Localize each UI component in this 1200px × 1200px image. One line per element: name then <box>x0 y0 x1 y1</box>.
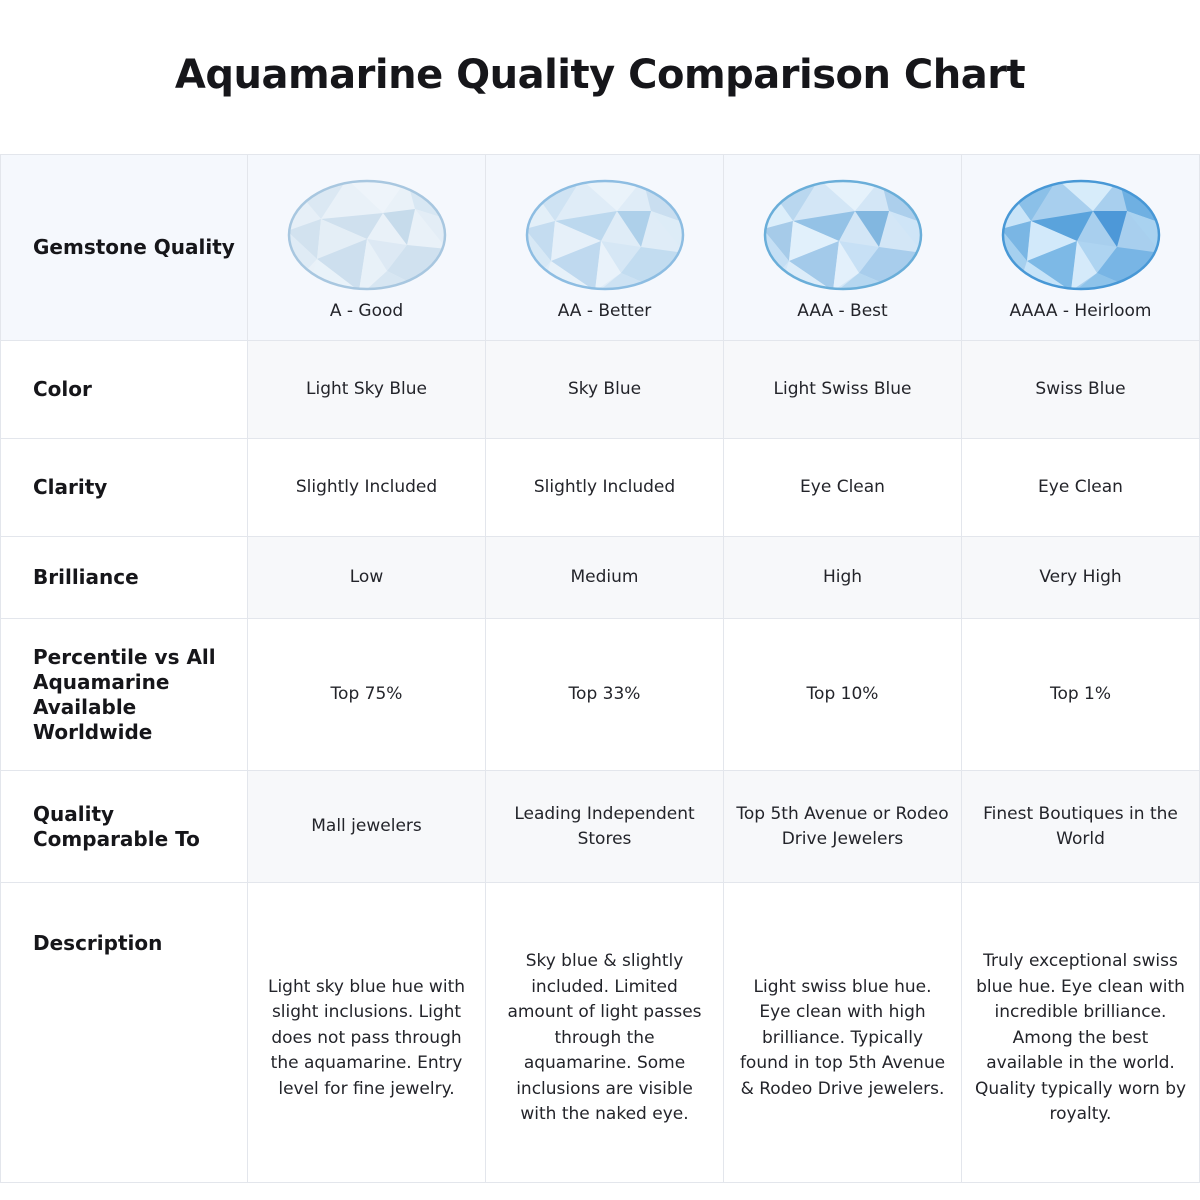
cell-color-a: Light Sky Blue <box>248 341 486 439</box>
cell-brilliance-a: Low <box>248 537 486 619</box>
table-row-comparable <box>1 771 1200 883</box>
table-row-color <box>1 341 1200 439</box>
table-row-percentile <box>1 619 1200 771</box>
cell-percentile-aaaa: Top 1% <box>962 619 1200 771</box>
gem-oval-aaaa-icon <box>1001 179 1161 291</box>
quality-comparison-table <box>0 154 1200 1183</box>
cell-clarity-aaa: Eye Clean <box>724 439 962 537</box>
cell-clarity-aa: Slightly Included <box>486 439 724 537</box>
cell-description-aa: Sky blue & slightly included. Limited amount of light passes through the aquamarine. Some inclusions are visible with the naked eye. <box>486 883 724 1183</box>
gem-oval-a-icon <box>287 179 447 291</box>
grade-label-aa: AA - Better <box>557 300 652 321</box>
page-title: Aquamarine Quality Comparison Chart <box>174 52 1026 98</box>
grade-label-aaaa: AAAA - Heirloom <box>1009 300 1152 321</box>
cell-comparable-aa: Leading Independent Stores <box>486 771 724 883</box>
cell-comparable-a: Mall jewelers <box>248 771 486 883</box>
cell-percentile-aaa: Top 10% <box>724 619 962 771</box>
cell-color-aaa: Light Swiss Blue <box>724 341 962 439</box>
cell-clarity-aaaa: Eye Clean <box>962 439 1200 537</box>
cell-percentile-a: Top 75% <box>248 619 486 771</box>
table-row-gemstone-quality <box>1 155 1200 341</box>
cell-comparable-aaa: Top 5th Avenue or Rodeo Drive Jewelers <box>724 771 962 883</box>
cell-clarity-a: Slightly Included <box>248 439 486 537</box>
grade-label-a: A - Good <box>329 300 404 321</box>
row-label-gemstone-quality: Gemstone Quality <box>1 155 248 341</box>
cell-description-a: Light sky blue hue with slight inclusions. Light does not pass through the aquamarine. Entry level for fine jewelry. <box>248 883 486 1183</box>
cell-brilliance-aaaa: Very High <box>962 537 1200 619</box>
cell-brilliance-aaa: High <box>724 537 962 619</box>
gem-oval-aa-icon <box>525 179 685 291</box>
gem-cell-aaaa <box>962 155 1200 341</box>
cell-description-aaaa: Truly exceptional swiss blue hue. Eye clean with incredible brilliance. Among the best available in the world. Quality typically worn by royalty. <box>962 883 1200 1183</box>
cell-brilliance-aa: Medium <box>486 537 724 619</box>
row-label-description: Description <box>1 883 248 1183</box>
row-label-percentile: Percentile vs All Aquamarine Available Worldwide <box>1 619 248 771</box>
cell-color-aaaa: Swiss Blue <box>962 341 1200 439</box>
table-row-clarity <box>1 439 1200 537</box>
gem-cell-aa <box>486 155 724 341</box>
gem-cell-aaa <box>724 155 962 341</box>
grade-label-aaa: AAA - Best <box>797 300 888 321</box>
gem-cell-a <box>248 155 486 341</box>
cell-percentile-aa: Top 33% <box>486 619 724 771</box>
row-label-clarity: Clarity <box>1 439 248 537</box>
table-row-description <box>1 883 1200 1183</box>
row-label-comparable: Quality Comparable To <box>1 771 248 883</box>
gem-oval-aaa-icon <box>763 179 923 291</box>
table-row-brilliance <box>1 537 1200 619</box>
cell-color-aa: Sky Blue <box>486 341 724 439</box>
cell-comparable-aaaa: Finest Boutiques in the World <box>962 771 1200 883</box>
cell-description-aaa: Light swiss blue hue. Eye clean with high brilliance. Typically found in top 5th Avenue & Rodeo Drive jewelers. <box>724 883 962 1183</box>
row-label-color: Color <box>1 341 248 439</box>
row-label-brilliance: Brilliance <box>1 537 248 619</box>
